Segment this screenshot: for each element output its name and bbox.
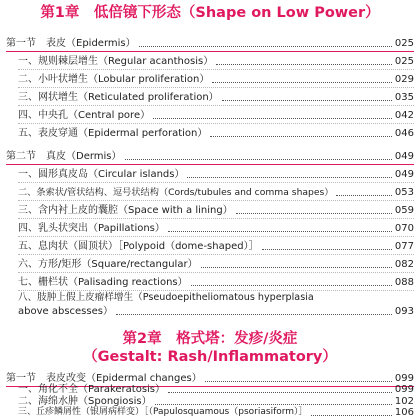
toc-entry[interactable] bbox=[18, 237, 414, 253]
entry-label: 四、乳头状突出（Papillations） bbox=[18, 223, 165, 234]
entry-label: 二、小叶状增生（Lobular proliferation） bbox=[18, 74, 210, 85]
entry-label: 一、圆形真皮岛（Circular islands） bbox=[18, 169, 185, 180]
page-number: 049 bbox=[394, 169, 414, 180]
page-number: 093 bbox=[394, 306, 414, 317]
chapter-2-subtitle: （Gestalt: Rash/Inflammatory） bbox=[83, 349, 337, 365]
entry-label: 一、规则棘层增生（Regular acanthosis） bbox=[18, 56, 214, 67]
dot-leader bbox=[205, 381, 392, 382]
entry-label: 三、丘疹鳞屑性（银屑病样变）［（Papulosquamous（psoriasiform）］ bbox=[18, 407, 308, 417]
page-number: 070 bbox=[394, 223, 414, 234]
page-number: 099 bbox=[394, 373, 414, 384]
section-label: 第二节 真皮（Dermis） bbox=[6, 151, 122, 162]
page-number: 053 bbox=[394, 187, 414, 198]
page-number: 099 bbox=[394, 384, 414, 395]
page-number: 082 bbox=[394, 259, 414, 270]
page-number: 106 bbox=[394, 407, 414, 418]
page-number: 102 bbox=[394, 396, 414, 407]
toc-section-epidermis[interactable] bbox=[6, 34, 414, 50]
dot-leader bbox=[125, 159, 392, 160]
dot-leader bbox=[336, 195, 391, 196]
dot-leader bbox=[155, 404, 392, 405]
entry-label: 二、条索状/管状结构、逗号状结构（Cords/tubules and comma shapes） bbox=[18, 187, 334, 198]
entry-label: 五、息肉状（圆顶状）［Polypoid（dome-shaped）］ bbox=[18, 241, 259, 252]
dot-leader bbox=[153, 118, 392, 119]
entry-label: 七、栅栏状（Palisading reactions） bbox=[18, 277, 188, 288]
section-label: 第一节 表皮（Epidermis） bbox=[6, 38, 136, 49]
page-number: 088 bbox=[394, 277, 414, 288]
entry-label: 五、表皮穿通（Epidermal perforation） bbox=[18, 128, 208, 139]
toc-section-dermis[interactable] bbox=[6, 147, 414, 163]
page-number: 077 bbox=[394, 241, 414, 252]
page-number: 046 bbox=[394, 128, 414, 139]
entry-label: 三、含内衬上皮的囊腔（Space with a lining） bbox=[18, 205, 233, 216]
dot-leader bbox=[168, 231, 392, 232]
dot-leader bbox=[139, 46, 392, 47]
toc-entry[interactable] bbox=[18, 201, 414, 217]
dot-leader bbox=[222, 100, 392, 101]
toc-entry[interactable] bbox=[18, 165, 414, 181]
page-number: 049 bbox=[394, 151, 414, 162]
entry-label: 六、方形/矩形（Square/rectangular） bbox=[18, 259, 198, 270]
toc-entry-wrapped-line-1[interactable]: 八、肢肿上假上皮瘤样增生（Pseudoepitheliomatous hyperplasia bbox=[18, 292, 314, 303]
dot-leader bbox=[116, 314, 392, 315]
toc-entry[interactable] bbox=[18, 106, 414, 122]
toc-entry[interactable] bbox=[18, 52, 414, 68]
chapter-1-title: 第1章 低倍镜下形态（Shape on Low Power） bbox=[40, 5, 380, 21]
entry-label: 二、海绵水肿（Spongiosis） bbox=[18, 396, 152, 407]
dot-leader bbox=[187, 177, 391, 178]
toc-entry[interactable] bbox=[18, 255, 414, 271]
toc-entry[interactable] bbox=[18, 407, 414, 419]
page-number: 025 bbox=[394, 56, 414, 67]
dot-leader bbox=[168, 392, 392, 393]
toc-entry[interactable] bbox=[18, 219, 414, 235]
dot-leader bbox=[201, 267, 392, 268]
toc-entry[interactable] bbox=[18, 273, 414, 289]
section-label: 第一节 表皮改变（Epidermal changes） bbox=[6, 373, 202, 384]
toc-entry[interactable] bbox=[18, 88, 414, 104]
page-number: 059 bbox=[394, 205, 414, 216]
toc-entry-wrapped-line-2[interactable] bbox=[18, 304, 414, 318]
page-number: 042 bbox=[394, 110, 414, 121]
entry-label: 一、角化不全（Parakeratosis） bbox=[18, 384, 166, 395]
dot-leader bbox=[210, 136, 392, 137]
toc-entry[interactable] bbox=[18, 183, 414, 199]
toc-entry[interactable] bbox=[18, 124, 414, 140]
dot-leader bbox=[191, 285, 392, 286]
entry-label: above abscesses） bbox=[18, 306, 113, 317]
page-number: 025 bbox=[394, 38, 414, 49]
page-number: 029 bbox=[394, 74, 414, 85]
entry-label: 四、中央孔（Central pore） bbox=[18, 110, 151, 121]
dot-leader bbox=[216, 64, 392, 65]
toc-entry[interactable] bbox=[18, 70, 414, 86]
dot-leader bbox=[262, 249, 392, 250]
page-number: 035 bbox=[394, 92, 414, 103]
entry-label: 三、网状增生（Reticulated proliferation） bbox=[18, 92, 219, 103]
chapter-2-title: 第2章 格式塔：发疹/炎症 bbox=[122, 331, 298, 347]
dot-leader bbox=[236, 213, 392, 214]
dot-leader bbox=[212, 82, 392, 83]
dot-leader bbox=[311, 415, 392, 416]
